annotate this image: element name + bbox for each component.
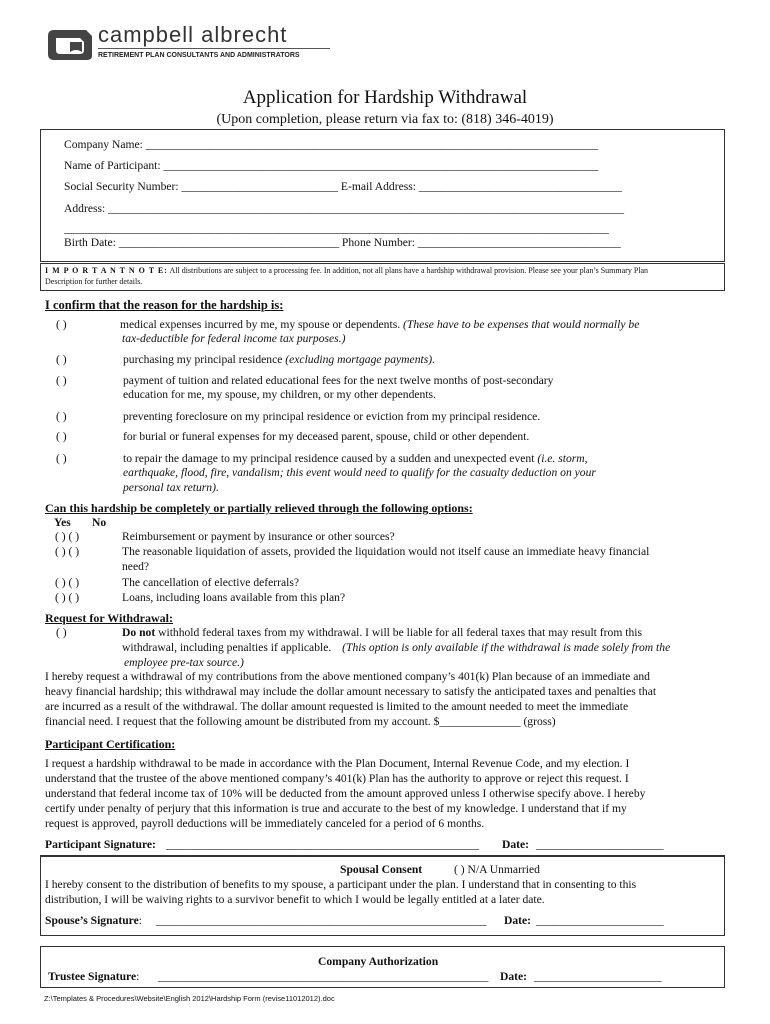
withhold-checkbox[interactable]: ( ) — [56, 626, 67, 639]
relief-heading: Can this hardship be completely or partially relieved through the following options: — [45, 501, 473, 515]
reason-repair-note: (i.e. storm, — [537, 452, 588, 465]
page-title: Application for Hardship Withdrawal — [242, 87, 528, 108]
reason-checkbox-tuition[interactable]: ( ) — [56, 374, 67, 387]
reason-medical-note: (These have to be expenses that would normally be — [403, 318, 640, 331]
request-paragraph-1: I hereby request a withdrawal of my contributions from the above mentioned company’s 401(k) Plan because of an immediate and — [45, 670, 650, 683]
relief-checkboxes-loans[interactable]: ( ) ( ) — [55, 591, 80, 604]
spousal-consent-line1: I hereby consent to the distribution of benefits to my spouse, a participant under the plan. I understand that in consenting to this — [45, 878, 637, 891]
participant-date-field[interactable]: ______________________ — [536, 838, 664, 851]
spousal-consent-title: Spousal Consent — [340, 863, 423, 876]
spousal-consent-line2: distribution, I will be waiving rights to a survivor benefit to which I would be legally entitled at a later date. — [45, 893, 545, 906]
withhold-line2 — [122, 641, 670, 655]
address-line2-field[interactable]: ______________________________________________________________________________________________ — [64, 222, 609, 235]
request-amount-line[interactable]: financial need. I request that the following amount be distributed from my account. $______________ (gross) — [45, 715, 556, 728]
reason-foreclosure: preventing foreclosure on my principal residence or eviction from my principal residence. — [123, 410, 541, 423]
company-authorization-title: Company Authorization — [318, 955, 439, 968]
reason-repair-line2: earthquake, flood, fire, vandalism; this event would need to qualify for the casualty deduction on your — [123, 466, 596, 479]
brand-tagline: RETIREMENT PLAN CONSULTANTS AND ADMINISTRATORS — [98, 52, 300, 59]
brand-rule — [98, 48, 330, 49]
reason-repair-text: to repair the damage to my principal residence caused by a sudden and unexpected event — [123, 452, 535, 465]
relief-deferrals: The cancellation of elective deferrals? — [122, 576, 300, 589]
certification-heading: Participant Certification: — [45, 737, 176, 751]
request-heading: Request for Withdrawal: — [45, 611, 174, 625]
participant-name-field[interactable]: Name of Participant: ___________________________________________________________________________ — [64, 159, 599, 172]
withhold-line3: employee pre-tax source.) — [124, 656, 244, 669]
request-paragraph-3: are incurred as a result of the withdrawal. The dollar amount requested is limited to the amount needed to meet the immediate — [45, 700, 629, 713]
withhold-line1 — [122, 626, 642, 640]
important-note-line2: Description for further details. — [45, 277, 143, 286]
reason-medical-line2: tax-deductible for federal income tax purposes.) — [122, 332, 346, 345]
withhold-line2-text: withdrawal, including penalties if applicable. — [122, 641, 332, 654]
reason-medical-text: medical expenses incurred by me, my spouse or dependents. — [120, 318, 401, 331]
reason-repair — [123, 452, 588, 466]
spouse-date-label: Date: — [504, 914, 532, 927]
request-paragraph-2: heavy financial hardship; this withdrawal may include the dollar amount necessary to satisfy the anticipated taxes and penalties that — [45, 685, 657, 698]
relief-checkboxes-liquidation[interactable]: ( ) ( ) — [55, 545, 80, 558]
important-note-label: I M P O R T A N T N O T E: — [45, 266, 168, 275]
certification-line-4: certify under penalty of perjury that this information is true and accurate to the best of my knowledge. I understand that if my — [45, 802, 627, 815]
important-note-text: All distributions are subject to a processing fee. In addition, not all plans have a hardship withdrawal provision. Please see your plan’s Summary Plan — [169, 266, 649, 275]
relief-yes-label: Yes — [54, 516, 71, 529]
reason-checkbox-foreclosure[interactable]: ( ) — [56, 410, 67, 423]
relief-no-label: No — [92, 516, 107, 529]
reason-checkbox-repair[interactable]: ( ) — [56, 452, 67, 465]
trustee-signature-colon: : — [136, 970, 140, 983]
relief-checkboxes-deferrals[interactable]: ( ) ( ) — [55, 576, 80, 589]
spouse-signature-label-text: Spouse’s Signature — [45, 914, 139, 927]
page-subtitle: (Upon completion, please return via fax to: (818) 346-4019) — [216, 112, 554, 127]
logo-mark-icon — [46, 28, 94, 62]
spouse-signature-label — [45, 914, 142, 928]
reason-repair-line3: personal tax return). — [123, 481, 219, 494]
reason-residence-note: (excluding mortgage payments). — [285, 353, 435, 366]
relief-loans: Loans, including loans available from this plan? — [122, 591, 346, 604]
trustee-date-field[interactable]: ______________________ — [534, 970, 662, 983]
certification-line-2: understand that the trustee of the above mentioned company’s 401(k) Plan has the authority to approve or reject this request. I — [45, 772, 629, 785]
participant-signature-label: Participant Signature: — [45, 838, 156, 851]
unmarried-checkbox[interactable]: ( ) N/A Unmarried — [454, 863, 540, 876]
reason-checkbox-residence[interactable]: ( ) — [56, 353, 67, 366]
reason-tuition-line2: education for me, my spouse, my children, or my other dependents. — [123, 388, 436, 401]
relief-liquidation: The reasonable liquidation of assets, provided the liquidation would not itself cause an immediate heavy financial — [122, 545, 650, 558]
trustee-date-label: Date: — [500, 970, 528, 983]
spouse-date-field[interactable]: ______________________ — [536, 914, 664, 927]
reason-burial: for burial or funeral expenses for my deceased parent, spouse, child or other dependent. — [123, 430, 530, 443]
reason-checkbox-burial[interactable]: ( ) — [56, 430, 67, 443]
participant-date-label: Date: — [502, 838, 530, 851]
company-name-field[interactable]: Company Name: ______________________________________________________________________________ — [64, 138, 598, 151]
trustee-signature-field[interactable]: _________________________________________________________ — [158, 970, 489, 983]
reason-medical — [120, 318, 639, 332]
withhold-line1-text: withhold federal taxes from my withdrawal. I will be liable for all federal taxes that may result from this — [158, 626, 642, 639]
spouse-signature-field[interactable]: _________________________________________________________ — [156, 914, 487, 927]
relief-insurance: Reimbursement or payment by insurance or other sources? — [122, 530, 395, 543]
certification-line-1: I request a hardship withdrawal to be made in accordance with the Plan Document, Internal Revenue Code, and my election. I — [45, 757, 630, 770]
relief-checkboxes-insurance[interactable]: ( ) ( ) — [55, 530, 80, 543]
reasons-heading: I confirm that the reason for the hardship is: — [45, 298, 284, 312]
logo — [46, 22, 300, 66]
address-field[interactable]: Address: _________________________________________________________________________________________ — [64, 202, 625, 215]
reason-tuition: payment of tuition and related educational fees for the next twelve months of post-secondary — [123, 374, 554, 387]
ssn-email-field[interactable]: Social Security Number: ___________________________ E-mail Address: ___________________________________ — [64, 180, 622, 193]
relief-liquidation-line2: need? — [122, 560, 150, 573]
certification-line-3: understand that federal income tax of 10% will be deducted from the amount approved unless I otherwise specify above. I hereby — [45, 787, 646, 800]
spouse-signature-colon: : — [138, 914, 142, 927]
reason-checkbox-medical[interactable]: ( ) — [56, 318, 67, 331]
footer-file-path: Z:\Templates & Procedures\Website\English 2012\Hardship Form (revise11012012).doc — [44, 994, 335, 1003]
brand-name: campbell albrecht — [98, 22, 288, 47]
important-note-line1 — [45, 266, 648, 276]
reason-residence — [123, 353, 435, 367]
trustee-signature-label — [48, 970, 139, 984]
certification-line-5: request is approved, payroll deductions will be immediately canceled for a period of 6 months. — [45, 817, 485, 830]
participant-signature-field[interactable]: ______________________________________________________ — [166, 838, 480, 851]
withhold-line2-note: (This option is only available if the withdrawal is made solely from the — [342, 641, 671, 654]
withhold-do-not: Do not — [122, 626, 156, 639]
reason-residence-text: purchasing my principal residence — [123, 353, 283, 366]
birth-phone-field[interactable]: Birth Date: ______________________________________ Phone Number: ___________________________________ — [64, 236, 621, 249]
trustee-signature-label-text: Trustee Signature — [48, 970, 137, 983]
